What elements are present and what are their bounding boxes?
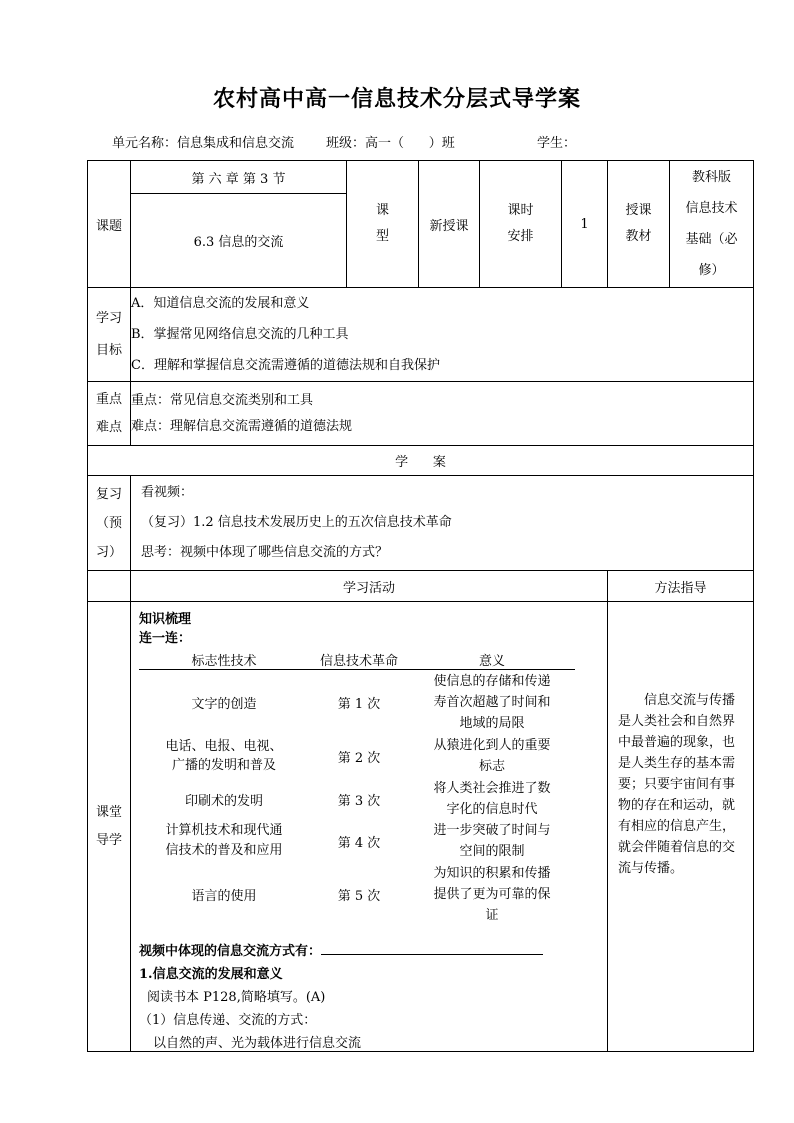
method-guidance: 信息交流与传播是人类社会和自然界中最普遍的现象，也是人类生存的基本需要；只要宇宙间有事物的存在和运动，就有相应的信息产生，就会伴随着信息的交流与传播。 (608, 602, 754, 1052)
connect-row (139, 734, 575, 778)
goals-label: 学习 目标 (88, 288, 131, 382)
plan-heading: 学 案 (88, 446, 754, 476)
connect-exercise (139, 608, 575, 1051)
activity-content (131, 602, 608, 1052)
goal-item: C．理解和掌握信息交流需遵循的道德法规和自我保护 (131, 358, 440, 373)
review-item: 思考：视频中体现了哪些信息交流的方式？ (141, 545, 389, 560)
answer-blank[interactable] (321, 940, 543, 955)
review-item: 看视频： (141, 485, 194, 500)
revolution-item: 第 2 次 (337, 750, 381, 766)
section-cell: 6.3 信息的交流 (131, 194, 347, 288)
lesson-table (87, 160, 754, 1052)
meaning-item: 从猿进化到人的重要 标志 (433, 738, 551, 774)
material-value: 教科版 信息技术 基础（必 修） (670, 161, 754, 288)
student-field: 学生： (537, 136, 577, 151)
revolution-item: 第 4 次 (337, 835, 381, 851)
key-point: 重点：常见信息交流类别和工具 (131, 392, 314, 408)
review-label: 复习 （预 习） (88, 476, 131, 571)
hours-value: 1 (562, 161, 608, 288)
revolution-item: 第 3 次 (337, 793, 381, 809)
chapter-cell: 第 六 章 第 3 节 (131, 161, 347, 194)
meaning-item: 进一步突破了时间与 空间的限制 (433, 823, 551, 859)
classroom-label: 课堂 导学 (88, 602, 131, 1052)
class-field: 班级：高一（ ）班 (326, 136, 455, 151)
review-content (131, 476, 754, 571)
tech-item: 文字的创造 (191, 696, 257, 712)
sort-title: 知识梳理 (139, 612, 192, 627)
question-1: （1）信息传递、交流的方式： (139, 1013, 317, 1028)
meaning-item: 为知识的积累和传播 提供了更为可靠的保 证 (433, 865, 551, 923)
revolution-item: 第 1 次 (337, 696, 381, 712)
col-revolution: 信息技术革命 (319, 654, 398, 669)
type-label: 课 型 (347, 161, 419, 288)
material-label: 授课 教材 (608, 161, 670, 288)
key-label: 重点 难点 (88, 382, 131, 446)
connect-header (139, 650, 575, 670)
topic-label: 课题 (88, 161, 131, 288)
meaning-item: 将人类社会推进了数 字化的信息时代 (433, 781, 551, 817)
type-value: 新授课 (419, 161, 480, 288)
video-ways-label: 视频中体现的信息交流方式有： (139, 944, 322, 959)
video-ways-line (139, 940, 575, 959)
goal-item: B．掌握常见网络信息交流的几种工具 (131, 327, 349, 342)
activity-header: 学习活动 (131, 571, 608, 602)
review-item: （复习）1.2 信息技术发展历史上的五次信息技术革命 (141, 515, 452, 530)
meaning-item: 使信息的存储和传递 寿首次超越了时间和 地域的局限 (433, 673, 551, 731)
tech-item: 计算机技术和现代通 信技术的普及和应用 (165, 823, 283, 858)
goal-item: A．知道信息交流的发展和意义 (131, 296, 310, 311)
goals-list (131, 288, 754, 382)
tech-item: 语言的使用 (191, 888, 257, 904)
section1-title: 1.信息交流的发展和意义 (139, 967, 283, 982)
connect-row (139, 778, 575, 820)
hours-label: 课时 安排 (480, 161, 562, 288)
connect-row (139, 670, 575, 734)
method-header: 方法指导 (608, 571, 754, 602)
col-tech: 标志性技术 (191, 654, 257, 669)
tech-item: 电话、电报、电视、 广播的发明和普及 (165, 739, 283, 773)
revolution-item: 第 5 次 (337, 888, 381, 904)
difficult-point: 难点：理解信息交流需遵循的道德法规 (131, 418, 353, 434)
unit-name: 单元名称：信息集成和信息交流 (112, 136, 295, 151)
page-title: 农村高中高一信息技术分层式导学案 (212, 86, 581, 112)
col-meaning: 意义 (478, 654, 505, 669)
question-1-answer: 以自然的声、光为载体进行信息交流 (153, 1036, 362, 1051)
connect-row (139, 862, 575, 926)
connect-label: 连一连： (139, 631, 192, 646)
key-list (131, 382, 754, 446)
connect-row (139, 820, 575, 862)
read-instruction: 阅读书本 P128,简略填写。(A) (147, 990, 326, 1005)
tech-item: 印刷术的发明 (184, 793, 263, 809)
